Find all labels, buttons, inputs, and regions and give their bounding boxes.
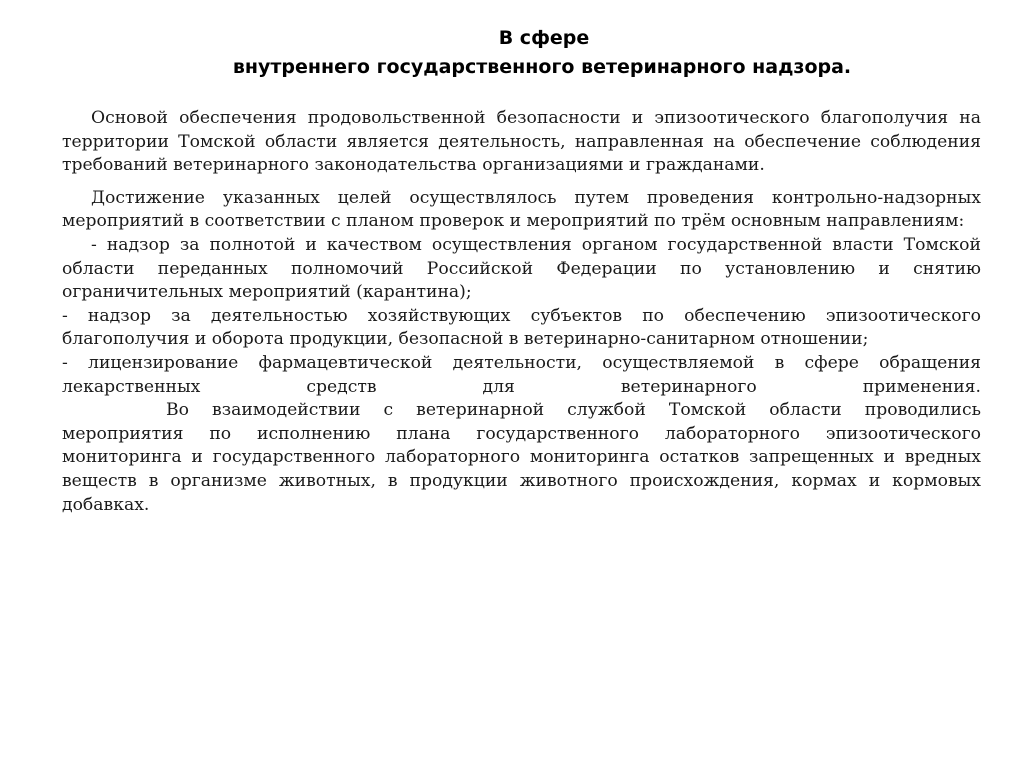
paragraph-goals: Достижение указанных целей осуществлялось путем проведения контрольно-надзорных мероприятий в соответствии с планом проверок и мероприятий по трём основным направлениям: xyxy=(62,187,981,232)
paragraph-direction-quarantine: - надзор за полнотой и качеством осуществления органом государственной власти Томской области переданных полномочий Российской Федерации по установлению и снятию ограничительных мероприятий (карантина); xyxy=(62,234,981,303)
paragraph-monitoring: Во взаимодействии с ветеринарной службой Томской области проводились мероприятия по исполнению плана государственного лабораторного эпизоотического мониторинга и государственного лабораторного мониторинга остатков запрещенных и вредных веществ в организме животных, в продукции животного происхождения, кормах и кормовых добавках. xyxy=(62,400,981,515)
paragraph-direction-licensing: - лицензирование фармацевтической деятельности, осуществляемой в сфере обращения лекарственных средств для ветеринарного применения. xyxy=(62,352,981,397)
title-line-1: В сфере xyxy=(498,27,590,49)
paragraph-direction-business: - надзор за деятельностью хозяйствующих субъектов по обеспечению эпизоотического благополучия и оборота продукции, безопасной в ветеринарно-санитарном отношении; xyxy=(62,305,981,350)
page-title xyxy=(0,24,1024,82)
body-text xyxy=(62,107,981,517)
title-line-2: внутреннего государственного ветеринарного надзора. xyxy=(232,56,852,78)
paragraph-food-security: Основой обеспечения продовольственной безопасности и эпизоотического благополучия на территории Томской области является деятельность, направленная на обеспечение соблюдения требований ветеринарного законодательства организациями и гражданами. xyxy=(62,108,981,176)
